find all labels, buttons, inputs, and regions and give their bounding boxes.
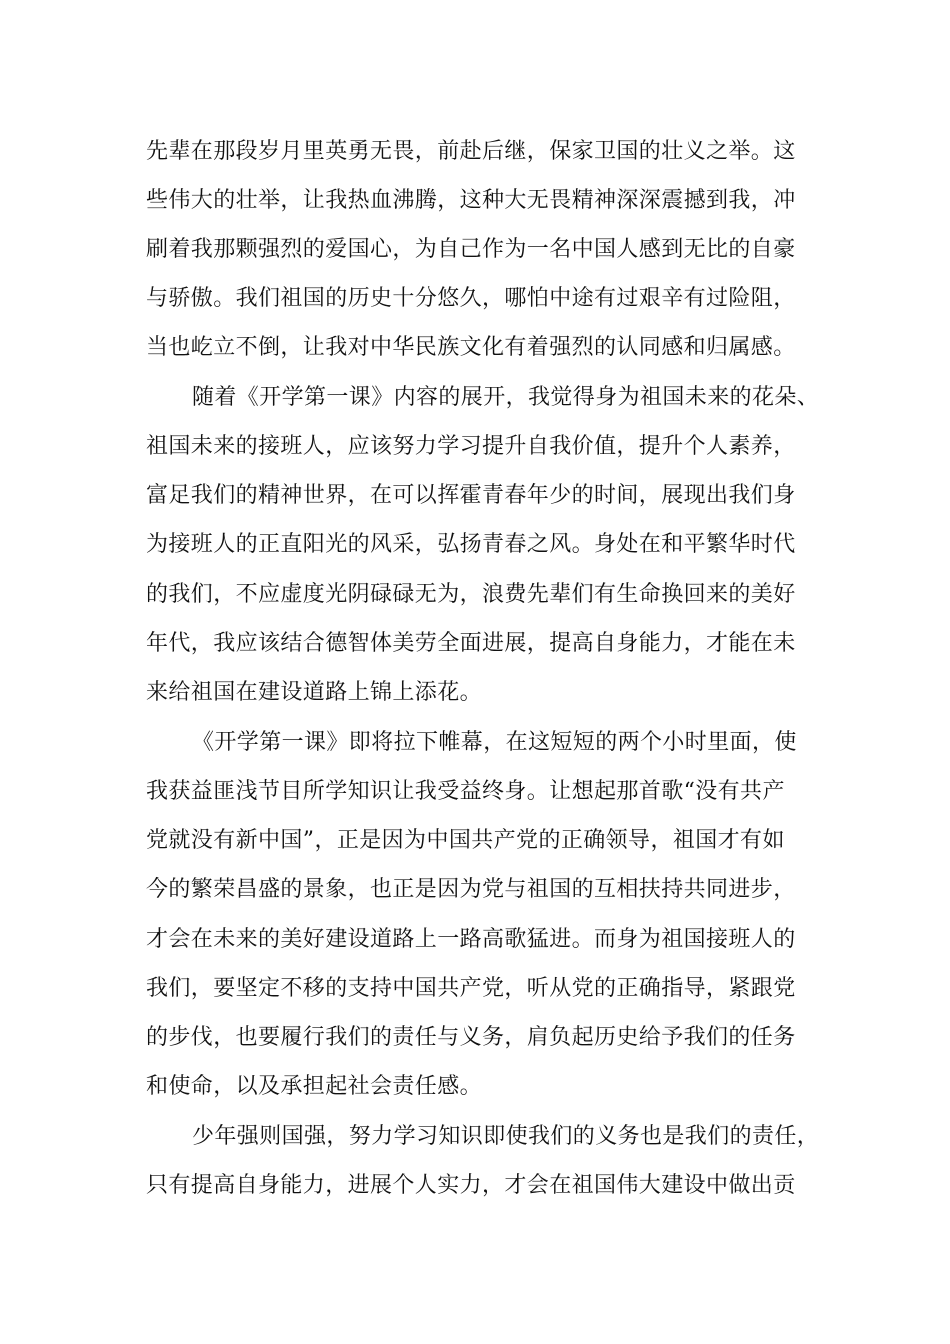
- paragraph-start-line: 少年强则国强，努力学习知识即使我们的义务也是我们的责任，: [192, 1124, 820, 1149]
- text-line: 的步伐，也要履行我们的责任与义务，肩负起历史给予我们的任务: [146, 1025, 796, 1050]
- text-line: 来给祖国在建设道路上锦上添花。: [146, 680, 483, 705]
- text-line: 些伟大的壮举，让我热血沸腾，这种大无畏精神深深震撼到我，冲: [146, 188, 796, 213]
- text-line: 党就没有新中国”，正是因为中国共产党的正确领导，祖国才有如: [146, 828, 785, 853]
- text-line: 年代，我应该结合德智体美劳全面进展，提高自身能力，才能在未: [146, 631, 796, 656]
- text-line: 当也屹立不倒，让我对中华民族文化有着强烈的认同感和归属感。: [146, 335, 796, 360]
- text-line: 和使命，以及承担起社会责任感。: [146, 1074, 483, 1099]
- text-line: 的我们，不应虚度光阴碌碌无为，浪费先辈们有生命换回来的美好: [146, 582, 796, 607]
- paragraph-start-line: 《开学第一课》即将拉下帷幕，在这短短的两个小时里面，使: [192, 730, 797, 755]
- text-line: 只有提高自身能力，进展个人实力，才会在祖国伟大建设中做出贡: [146, 1173, 796, 1198]
- text-line: 我们，要坚定不移的支持中国共产党，听从党的正确指导，紧跟党: [146, 976, 796, 1001]
- text-line: 富足我们的精神世界，在可以挥霍青春年少的时间，展现出我们身: [146, 483, 796, 508]
- text-line: 与骄傲。我们祖国的历史十分悠久，哪怕中途有过艰辛有过险阻，: [146, 286, 796, 311]
- text-line: 先辈在那段岁月里英勇无畏，前赴后继，保家卫国的壮义之举。这: [146, 139, 796, 164]
- text-line: 为接班人的正直阳光的风采，弘扬青春之风。身处在和平繁华时代: [146, 532, 796, 557]
- text-line: 今的繁荣昌盛的景象，也正是因为党与祖国的互相扶持共同进步，: [146, 877, 796, 902]
- text-line: 刷着我那颗强烈的爱国心，为自己作为一名中国人感到无比的自豪: [146, 237, 796, 262]
- paragraph-start-line: 随着《开学第一课》内容的展开，我觉得身为祖国未来的花朵、: [192, 385, 820, 410]
- text-line: 我获益匪浅节目所学知识让我受益终身。让想起那首歌“没有共产: [146, 779, 785, 804]
- text-line: 祖国未来的接班人，应该努力学习提升自我价值，提升个人素养，: [146, 434, 796, 459]
- text-line: 才会在未来的美好建设道路上一路高歌猛进。而身为祖国接班人的: [146, 927, 796, 952]
